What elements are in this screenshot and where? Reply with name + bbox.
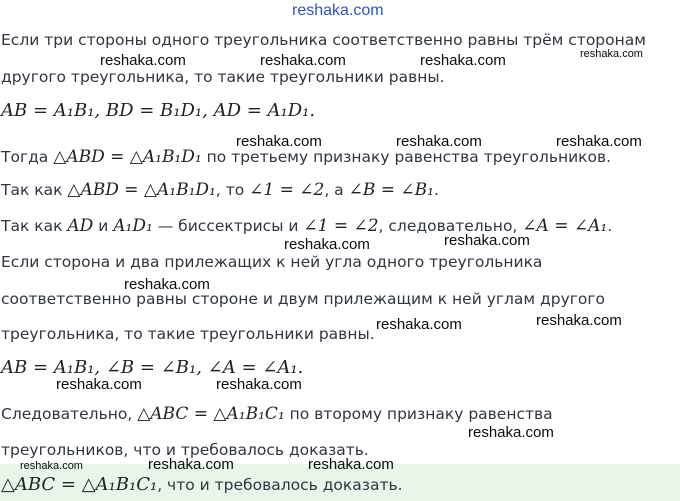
text-line-8: треугольника, то такие треугольники равны. — [1, 325, 375, 343]
site-watermark: reshaka.com — [468, 424, 554, 441]
text-span: Следовательно, — [1, 405, 138, 423]
math-span: AD — [67, 216, 94, 236]
math-span: ∠B = ∠B₁ — [348, 180, 434, 200]
site-watermark: reshaka.com — [580, 48, 643, 60]
math-span: △ABD = △A₁B₁D₁ — [53, 147, 202, 167]
site-watermark: reshaka.com — [148, 456, 234, 473]
formula-line-1: AB = A₁B₁, BD = B₁D₁, AD = A₁D₁. — [1, 100, 316, 121]
text-span: , а — [324, 181, 349, 199]
site-watermark: reshaka.com — [308, 456, 394, 473]
text-line-6: Если сторона и два прилежащих к ней угла одного треугольника — [1, 253, 543, 271]
site-watermark: reshaka.com — [100, 52, 186, 69]
text-line-3 — [1, 147, 611, 167]
site-watermark: reshaka.com — [556, 133, 642, 150]
text-span: Так как — [1, 217, 68, 235]
site-watermark: reshaka.com — [216, 376, 302, 393]
text-line-7: соответственно равны стороне и двум прилежащим к ней углам другого — [1, 290, 606, 308]
formula-line-2: AB = A₁B₁, ∠B = ∠B₁, ∠A = ∠A₁. — [1, 357, 304, 378]
math-span: △ABD = △A₁B₁D₁ — [67, 180, 216, 200]
site-watermark: reshaka.com — [20, 460, 83, 472]
math-span: ∠1 = ∠2 — [303, 216, 379, 236]
site-watermark: reshaka.com — [536, 312, 622, 329]
text-span: . — [433, 181, 439, 199]
text-line-10: треугольников, что и требовалось доказать. — [1, 441, 369, 459]
site-watermark: reshaka.com — [56, 376, 142, 393]
math-span: ∠1 = ∠2 — [249, 180, 325, 200]
text-span: , то — [215, 181, 250, 199]
text-line-9 — [1, 404, 553, 424]
text-span: Тогда — [1, 148, 54, 166]
text-span: и — [93, 217, 114, 235]
site-watermark: reshaka.com — [444, 232, 530, 249]
text-span: — биссектрисы и — [152, 217, 304, 235]
site-watermark: reshaka.com — [376, 316, 462, 333]
text-line-4 — [1, 180, 439, 200]
site-watermark: reshaka.com — [420, 52, 506, 69]
site-watermark: reshaka.com — [260, 52, 346, 69]
text-span: , следовательно, — [378, 217, 523, 235]
text-span: по второму признаку равенства — [284, 405, 553, 423]
math-span: A₁D₁ — [113, 216, 153, 236]
text-span: . — [607, 217, 613, 235]
text-span: Так как — [1, 181, 68, 199]
text-span: , что и требовалось доказать. — [157, 476, 403, 494]
site-watermark: reshaka.com — [396, 133, 482, 150]
math-span: ∠A = ∠A₁ — [522, 216, 608, 236]
math-span: △ABC = △A₁B₁C₁ — [137, 404, 285, 424]
site-watermark-top: reshaka.com — [292, 2, 384, 19]
text-line-1: Если три стороны одного треугольника соответственно равны трём сторонам — [1, 31, 646, 49]
site-watermark: reshaka.com — [284, 236, 370, 253]
math-span: △ABC = △A₁B₁C₁ — [1, 474, 158, 495]
site-watermark: reshaka.com — [124, 276, 210, 293]
text-span: по третьему признаку равенства треугольников. — [201, 148, 612, 166]
answer-line — [1, 475, 403, 495]
site-watermark: reshaka.com — [236, 133, 322, 150]
text-line-2: другого треугольника, то такие треугольники равны. — [1, 68, 445, 86]
